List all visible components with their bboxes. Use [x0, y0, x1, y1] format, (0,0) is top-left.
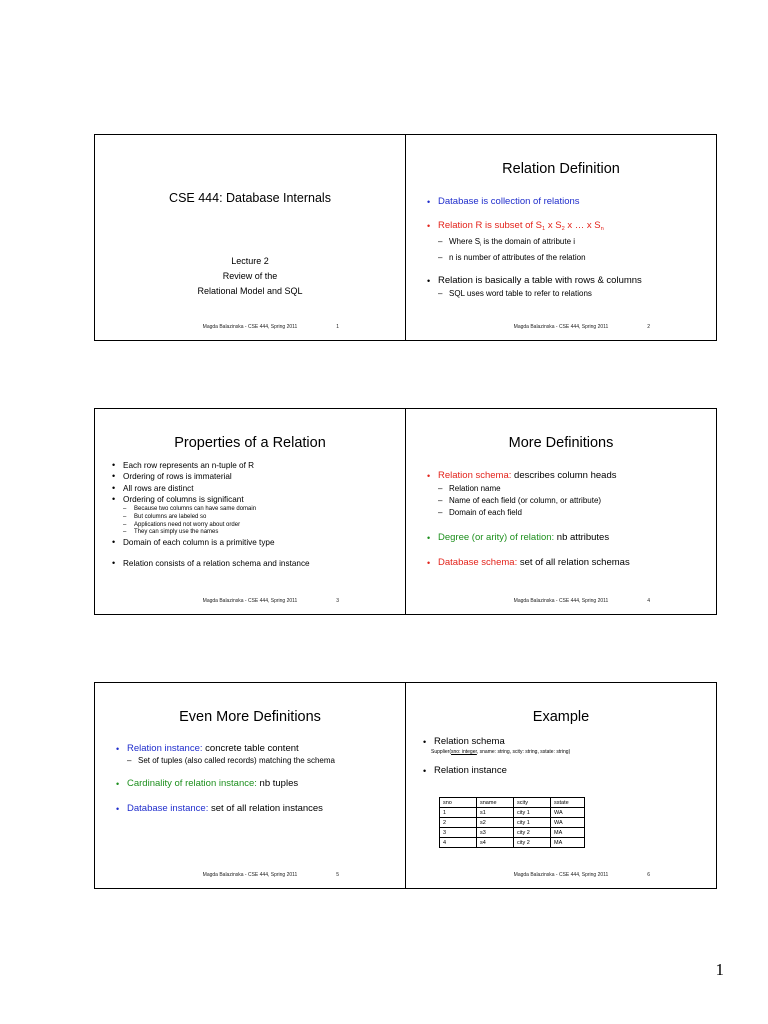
- slide-number: 2: [647, 324, 650, 330]
- bullet-item: • Domain of each column is a primitive type: [109, 537, 394, 548]
- table-row: [440, 828, 585, 838]
- slide-footer: Magda Balazinska - CSE 444, Spring 2011: [513, 324, 609, 330]
- text-part: x … x S: [564, 220, 601, 231]
- bullet-text: Database is collection of relations: [438, 196, 580, 207]
- table-cell: 4: [440, 838, 477, 848]
- term: Degree (or arity) of relation:: [438, 532, 555, 543]
- table-cell: s2: [477, 818, 514, 828]
- table-row: [440, 808, 585, 818]
- sub-item: – Applications need not worry about order: [123, 522, 394, 530]
- bullet-item: [113, 743, 363, 765]
- bullet-list: [424, 470, 709, 582]
- slide-number: 5: [336, 872, 339, 878]
- definition: nb tuples: [256, 778, 299, 789]
- slide-number: 1: [336, 324, 339, 330]
- bullet-item: [109, 494, 394, 537]
- bullet-text: Relation is basically a table with rows & columns: [438, 275, 642, 286]
- text-part: x S: [545, 220, 562, 231]
- sub-item: – Because two columns can have same domain: [123, 506, 394, 514]
- table-cell: 2: [440, 818, 477, 828]
- sub-item: [438, 236, 709, 252]
- table-header-cell: sno: [440, 798, 477, 808]
- bullet-text: [438, 220, 604, 231]
- bullet-item: • Relation instance: [420, 765, 705, 777]
- text-part: Where S: [449, 237, 481, 246]
- term: Cardinality of relation instance:: [127, 778, 257, 789]
- table-cell: city 1: [514, 818, 551, 828]
- relation-table: [439, 797, 585, 848]
- slide-title: Even More Definitions: [179, 709, 321, 725]
- slide-title: CSE 444: Database Internals: [169, 191, 331, 205]
- table-header-row: [440, 798, 585, 808]
- bullet-list: [424, 196, 709, 312]
- table-cell: s1: [477, 808, 514, 818]
- slide-number: 3: [336, 598, 339, 604]
- bullet-item: • Relation schema: [420, 736, 705, 748]
- sub-item: – Domain of each field: [438, 507, 709, 519]
- sub-item: – They can simply use the names: [123, 529, 394, 537]
- slide-footer: Magda Balazinska - CSE 444, Spring 2011: [513, 598, 609, 604]
- slide-1: [94, 134, 406, 341]
- bullet-item: [113, 778, 363, 790]
- bullet-item: • All rows are distinct: [109, 483, 394, 494]
- bullet-item: [424, 196, 709, 208]
- sub-item: – Set of tuples (also called records) matching the schema: [127, 756, 363, 765]
- subscript: n: [600, 226, 604, 232]
- table-header-cell: scity: [514, 798, 551, 808]
- text-part: is the domain of attribute i: [481, 237, 576, 246]
- table-header-cell: sstate: [551, 798, 585, 808]
- subscript: 1: [542, 226, 546, 232]
- slide-3: [94, 408, 406, 615]
- sub-list: [127, 756, 363, 765]
- sub-item: – n is number of attributes of the relation: [438, 252, 709, 264]
- bullet-item: • Ordering of rows is immaterial: [109, 471, 394, 482]
- definition: concrete table content: [202, 743, 299, 754]
- slide-6: [405, 682, 717, 889]
- table-row: [440, 818, 585, 828]
- slide-title: Properties of a Relation: [174, 435, 326, 451]
- relation-schema: [431, 749, 570, 755]
- subtitle-line: Relational Model and SQL: [197, 286, 303, 296]
- bullet-list: [109, 460, 394, 570]
- definition: describes column heads: [511, 470, 617, 481]
- bullet-item: • Relation consists of a relation schema and instance: [109, 558, 394, 569]
- table-cell: 1: [440, 808, 477, 818]
- sub-list: [438, 483, 709, 519]
- bullet-item: [424, 220, 709, 263]
- slide-footer: Magda Balazinska - CSE 444, Spring 2011: [202, 872, 298, 878]
- sub-item: – SQL uses word table to refer to relations: [438, 288, 709, 300]
- table-header-cell: sname: [477, 798, 514, 808]
- table-cell: city 1: [514, 808, 551, 818]
- slide-footer: Magda Balazinska - CSE 444, Spring 2011: [202, 324, 298, 330]
- sub-item: – Relation name: [438, 483, 709, 495]
- term: Relation instance:: [127, 743, 203, 754]
- slide-footer: Magda Balazinska - CSE 444, Spring 2011: [202, 598, 298, 604]
- slide-title: More Definitions: [508, 435, 614, 451]
- table-row: [440, 838, 585, 848]
- sub-item: – Name of each field (or column, or attribute): [438, 495, 709, 507]
- term: Database instance:: [127, 803, 209, 814]
- text-part: , sname: string, scity: string, sstate: string): [476, 749, 571, 755]
- slide-4: [405, 408, 717, 615]
- slide-footer: Magda Balazinska - CSE 444, Spring 2011: [513, 872, 609, 878]
- definition: set of all relation schemas: [517, 557, 630, 568]
- bullet-item: [424, 275, 709, 300]
- bullet-item: [424, 532, 709, 544]
- subscript: 2: [561, 226, 565, 232]
- table-cell: MA: [551, 828, 585, 838]
- bullet-list: [113, 743, 363, 828]
- table-cell: s3: [477, 828, 514, 838]
- slide-title: Relation Definition: [502, 161, 620, 177]
- definition: set of all relation instances: [208, 803, 323, 814]
- term: Relation schema:: [438, 470, 512, 481]
- subtitle-line: Lecture 2: [231, 256, 269, 266]
- term: Database schema:: [438, 557, 518, 568]
- sub-list: [438, 288, 709, 300]
- table-cell: city 2: [514, 838, 551, 848]
- slide-number: 6: [647, 872, 650, 878]
- page-number: 1: [715, 960, 724, 979]
- sub-item: – But columns are labeled so: [123, 514, 394, 522]
- bullet-list: [420, 736, 705, 777]
- table-cell: city 2: [514, 828, 551, 838]
- table-cell: WA: [551, 818, 585, 828]
- slide-2: [405, 134, 717, 341]
- bullet-item: [113, 803, 363, 815]
- bullet-item: • Each row represents an n-tuple of R: [109, 460, 394, 471]
- table-cell: WA: [551, 808, 585, 818]
- table-cell: s4: [477, 838, 514, 848]
- table-cell: 3: [440, 828, 477, 838]
- slide-number: 4: [647, 598, 650, 604]
- bullet-item: [424, 557, 709, 569]
- bullet-text: Ordering of columns is significant: [123, 494, 244, 504]
- bullet-item: [424, 470, 709, 519]
- key-attribute: sno: integer: [451, 749, 477, 755]
- slide-title: Example: [532, 709, 590, 725]
- definition: nb attributes: [554, 532, 610, 543]
- text-part: Supplier(: [431, 749, 452, 755]
- subtitle-line: Review of the: [222, 271, 278, 281]
- slide-subtitle: [95, 254, 405, 299]
- table-cell: MA: [551, 838, 585, 848]
- text-part: Relation R is subset of S: [438, 220, 543, 231]
- subscript: i: [480, 243, 482, 248]
- sub-list: [438, 236, 709, 263]
- slide-5: [94, 682, 406, 889]
- sub-list: [123, 506, 394, 537]
